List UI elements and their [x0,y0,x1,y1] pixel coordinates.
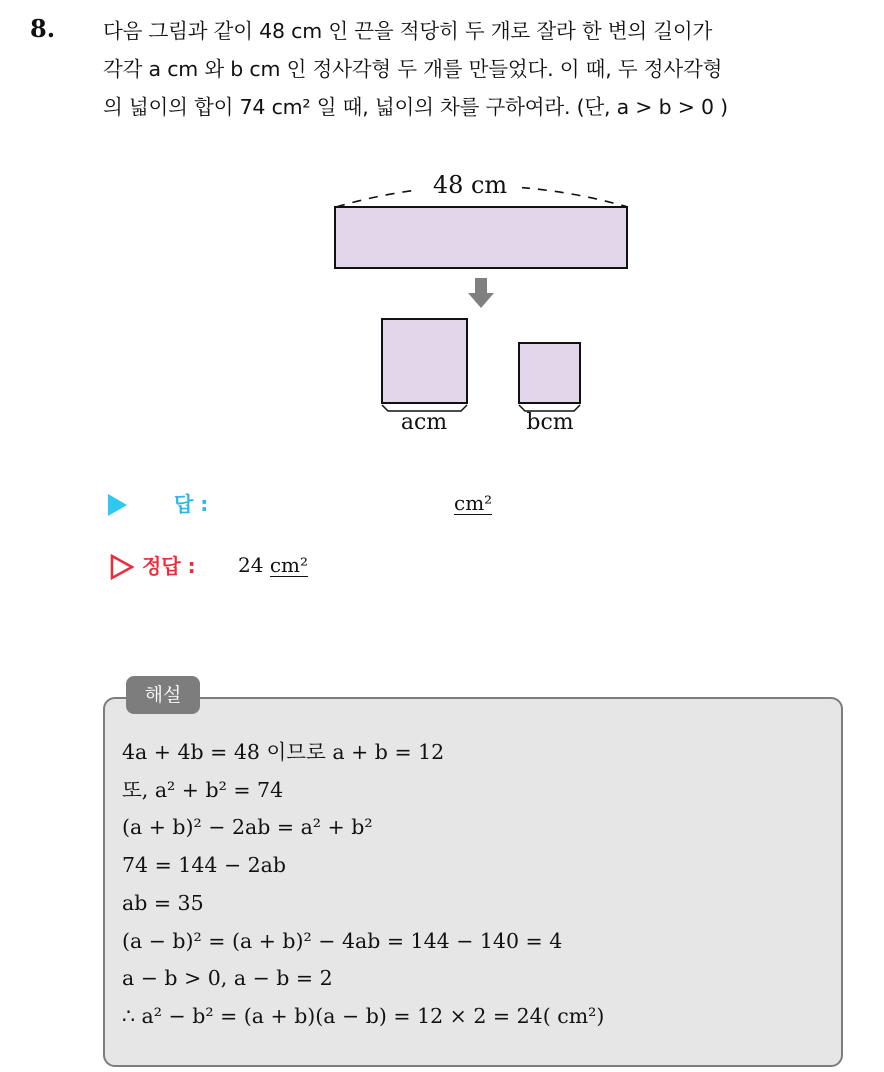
correct-value: 24 [238,553,264,577]
correct-answer-row [108,550,628,586]
question-line: 다음 그림과 같이 48 cm 인 끈을 적당히 두 개로 잘라 한 변의 길이가 [103,19,713,43]
solution-line: 74 = 144 − 2ab [122,853,287,878]
down-arrow-head [468,293,494,308]
solution-tag: 해설 [126,676,200,714]
side-b-label: bcm [526,410,574,435]
solution-line: (a + b)² − 2ab = a² + b² [122,815,373,840]
figure-svg [320,165,650,455]
square-a [382,319,467,403]
solution-line: a − b > 0, a − b = 2 [122,966,333,991]
correct-value-group [238,553,308,577]
solution-steps [122,734,822,1036]
answer-unit[interactable]: cm² [454,491,493,515]
square-b [519,343,580,403]
answer-marker-icon [108,494,127,516]
side-a-label: acm [400,410,448,435]
question-text [103,12,863,126]
top-length-label: 48 cm [432,171,508,199]
string-rectangle [335,207,627,268]
string-cut-figure [320,165,650,455]
solution-line: (a − b)² = (a + b)² − 4ab = 144 − 140 = 4 [122,928,563,953]
question-line: 의 넓이의 합이 74 cm² 일 때, 넓이의 차를 구하여라. (단, a > b > 0 ) [103,95,728,119]
solution-line: ∴ a² − b² = (a + b)(a − b) = 12 × 2 = 24( cm²) [122,1003,605,1028]
down-arrow-shaft [475,278,487,293]
answer-label: 답 : [174,492,209,516]
answer-row [108,488,628,524]
question-number: 8. [30,14,56,43]
correct-label: 정답 : [142,554,196,578]
question-line: 각각 a cm 와 b cm 인 정사각형 두 개를 만들었다. 이 때, 두 정사각형 [103,57,723,81]
solution-line: 4a + 4b = 48 이므로 a + b = 12 [122,740,445,764]
correct-unit: cm² [269,553,308,577]
solution-line: 또, a² + b² = 74 [122,777,284,802]
correct-marker-icon [110,554,134,580]
solution-line: ab = 35 [122,890,204,915]
